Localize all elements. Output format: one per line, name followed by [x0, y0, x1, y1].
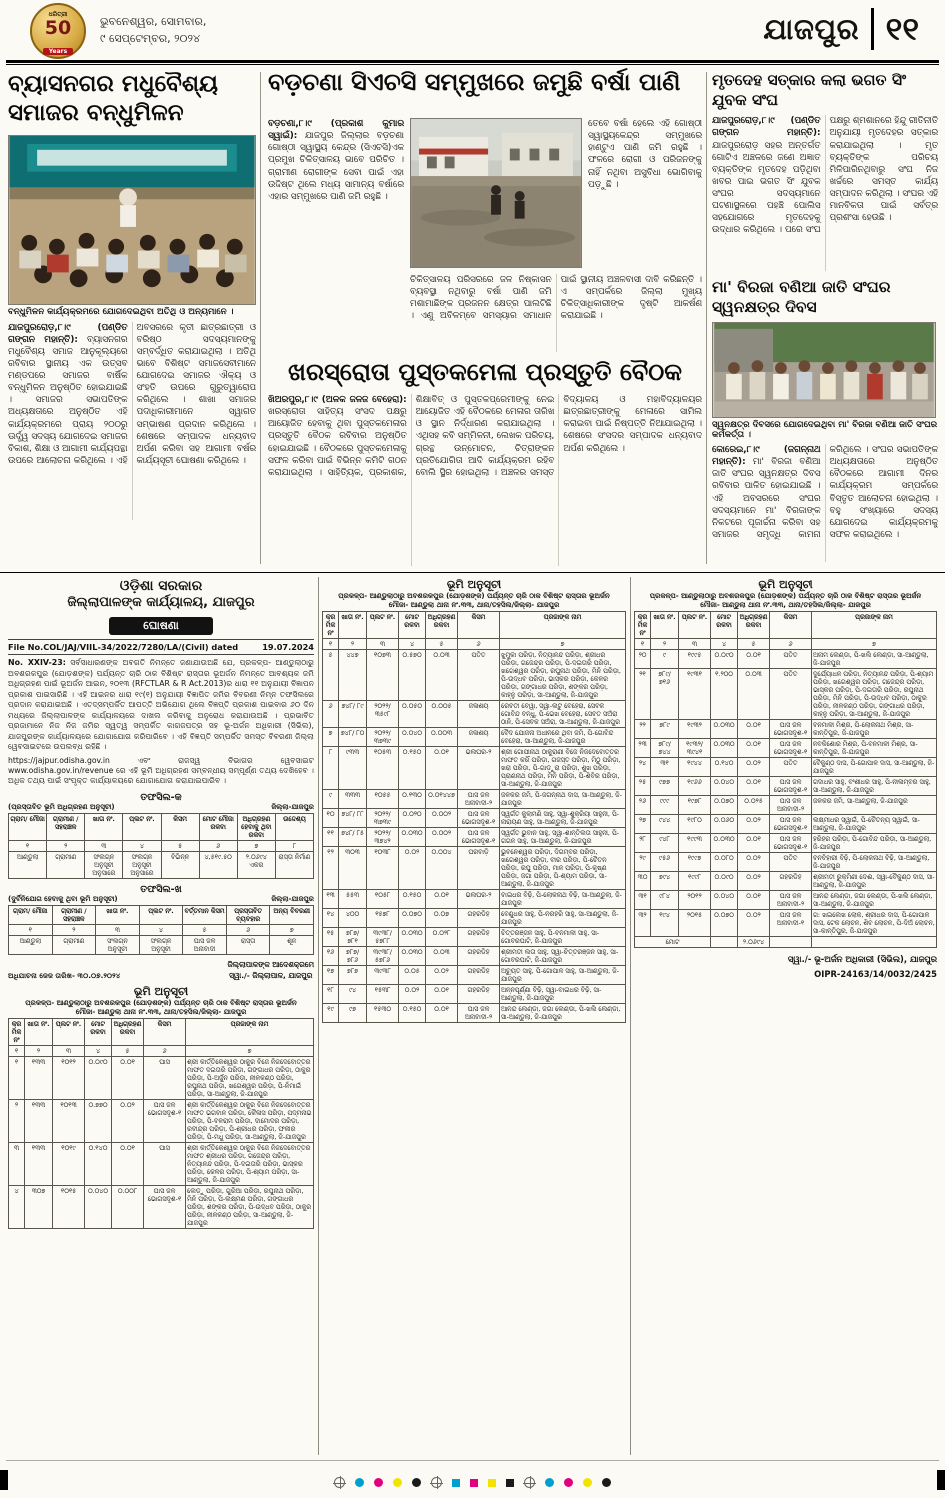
column-header: ଅଧିଗ୍ରହଣ ରକବା: [426, 612, 458, 639]
column-header: ଖାତା ନଂ.: [339, 612, 367, 639]
article-body: ଯାଜପୁରରୋଡ଼,୮।୯ (ପଣ୍ଡିତ ଗଙ୍ଗନ ମହାନ୍ତି): ବ୍ୟାସନଗର ମଧୁବୈଶ୍ୟ ସମାଜ ଆନୁକୂଲ୍ୟରେ ରବିବାର ସ୍ଥାନୀୟ ଏକ ଉତ୍ସବ ମଣ୍ଡପରେ ସମାଜର ବାର୍ଷିକ ବନ୍ଧୁମିଳନ ଅନୁଷ୍ଠିତ ହୋଇଯାଇଛି । ସମାଜର ସଭାପତିଙ୍କ ଅଧ୍ୟକ୍ଷତାରେ ଅନୁଷ୍ଠିତ ଏହି କାର୍ଯ୍ୟକ୍ରମରେ ପ୍ରାୟ ୨୦୦ରୁ ଊର୍ଦ୍ଧ୍ୱ ସଦସ୍ୟ ଯୋଗଦେଇ ସମାଜର ବିକାଶ, ଶିକ୍ଷା ଓ ଆଗାମୀ କାର୍ଯ୍ୟପନ୍ଥା ଉପରେ ଆଲୋଚନା କରିଥିଲେ । ଏହି ଅବସରରେ କୃତୀ ଛାତ୍ରଛାତ୍ରୀ ଓ ବରିଷ୍ଠ ସଦସ୍ୟମାନଙ୍କୁ ସମ୍ବର୍ଦ୍ଧିତ କରାଯାଇଥିଲା । ଅତିଥି ଭାବେ ବିଶିଷ୍ଟ ସମାଜସେବୀମାନେ ଯୋଗଦେଇ ସମାଜର ଐକ୍ୟ ଓ ସଂହତି ଉପରେ ଗୁରୁତ୍ୱାରୋପ କରିଥିଲେ । ଶାଖା ସମାଜର ପଦାଧିକାରୀମାନେ ସ୍ୱାଗତ ସମ୍ଭାଷଣ ପ୍ରଦାନ କରିଥିଲେ । ଶେଷରେ ସମ୍ପାଦକ ଧନ୍ୟବାଦ ଅର୍ପଣ କରିବା ସହ ଆଗାମୀ ବର୍ଷର କାର୍ଯ୍ୟସୂଚୀ ଘୋଷଣା କରିଥିଲେ ।: [8, 322, 256, 466]
column-header: ପ୍ଲଟ ନଂ.: [679, 612, 711, 639]
land-schedule-title: ଭୂମି ଅନୁସୂଚୀ: [446, 578, 502, 591]
land-schedule-table-left: [8, 1018, 314, 1229]
article-dateline: ଖିଅରପୁର,୮।୯ (ଅଳକ ଜଳଜ ବେହେରା):: [268, 395, 407, 405]
land-record-row: ୧୯ ୯୭ ୧୫୩୦ ୦.୧୫୦ ୦.୦୧ ଘାସ ଜଳ ଅନାବାଦୀ-୨ ଆନନ୍ଦ ଲେଣ୍ଡା, ଜଗା ଲେଣ୍ଡା, ପି-ଖଲି ଲେଣ୍ଡା, ସା-ଆଣ୍ଡୁଲା, ଜି-ଯାଜପୁର: [323, 1004, 626, 1023]
tafasil-ka-table: [8, 813, 314, 879]
land-record-row: ୨୬ ୯୯୯ ୧୯୭୮ ୦.୦୭୦ ୦.୦୨୫ ଘାସ ଜଳ ଅନାବାଦୀ-୨ ଜଳକର ଜମି, ସା-ଆଣ୍ଡୁଲା, ଜି-ଯାଜପୁର: [635, 796, 937, 815]
logo-paper-name: ଧରିତ୍ରୀ: [48, 11, 68, 18]
article-body-bookfair: ଖିଅରପୁର,୮।୯ (ଅଳକ ଜଳଜ ବେହେରା): ଖରସ୍ରୋତା ସାହିତ୍ୟ ସଂସଦ ପକ୍ଷରୁ ଆୟୋଜିତ ହେବାକୁ ଥିବା ପୁସ୍ତକମେଳାର ପ୍ରସ୍ତୁତି ବୈଠକ ରବିବାର ଅନୁଷ୍ଠିତ ହୋଇଯାଇଛି । ବୈଠକରେ ପୁସ୍ତକମେଳାକୁ ସଫଳ କରିବା ପାଇଁ ବିଭିନ୍ନ କମିଟି ଗଠନ କରାଯାଇଥିଲା । ସାହିତ୍ୟିକ, ପ୍ରକାଶକ, ଶିକ୍ଷାବିତ୍ ଓ ପୁସ୍ତକପ୍ରେମୀଙ୍କୁ ନେଇ ଆୟୋଜିତ ଏହି ବୈଠକରେ ମେଳାର ତାରିଖ ଓ ସ୍ଥାନ ନିର୍ଦ୍ଧାରଣ କରାଯାଇଥିଲା । ଏଥିସହ କବି ସମ୍ମିଳନୀ, ଲେଖକ ପରିଚୟ, ଗ୍ରନ୍ଥ ଉନ୍ମୋଚନ, ଚିତ୍ରାଙ୍କନ ପ୍ରତିଯୋଗିତା ଆଦି କାର୍ଯ୍ୟକ୍ରମ ରହିବ ବୋଲି ସ୍ଥିର ହୋଇଥିଲା । ଅଞ୍ଚଳର ସମସ୍ତ ବିଦ୍ୟାଳୟ ଓ ମହାବିଦ୍ୟାଳୟର ଛାତ୍ରଛାତ୍ରୀଙ୍କୁ ମେଳାରେ ସାମିଲ କରାଇବା ପାଇଁ ନିଷ୍ପତ୍ତି ନିଆଯାଇଥିଲା । ଶେଷରେ ସଂସଦର ସମ୍ପାଦକ ଧନ୍ୟବାଦ ଅର୍ପଣ କରିଥିଲେ ।: [268, 395, 702, 478]
registration-mark-icon: [431, 1477, 442, 1488]
column-header: କିସମ: [770, 612, 812, 639]
land-record-row: ୨୦ ୯ ୧୯୯୫ ୦.୦୯୦ ୦.୦୧ ପତିତ ଅନାମ ଲେଣ୍ଡା, ପି-ଖଲି ଲେଣ୍ଡା, ସା-ଆଣ୍ଡୁଲା, ଜି-ଯାଜପୁର: [635, 650, 937, 669]
office-title: ଜିଲ୍ଲାପାଳଙ୍କ କାର୍ଯ୍ୟାଳୟ, ଯାଜପୁର: [67, 595, 255, 610]
column-number: ୩: [679, 639, 711, 650]
cyan-dot-icon: [545, 1478, 554, 1487]
column-header: କିସମ: [144, 1019, 186, 1046]
land-record-row: ୧୦ ୭୪୮/ ୮୮ ୨୦୨୨/ ୩୭୩୯ ୦.୦୨୦ ୦.୦୦୨ ଘାସ ଜଳ ଭୋଗସଦୃଶ-୧ ସ୍ୱର୍ଗତ କୁଲାମଣି ସାହୁ, ସ୍ୱା-ଶୁକ୍ରିୟା ସାହୁନୀ, ପି-ନାରାୟଣ ସାହୁ, ସା-ଆଣ୍ଡୁଲା, ଜି-ଯାଜପୁର: [323, 809, 626, 828]
land-record-row: ୭ ୭୪୮/ ୮୦ ୨୦୨୨/ ୩୭୩୯ ୦.୦୪୦ ୦.୦୦୩ ଜଳାଶୟ ବୈଦ ଯୋଜନା ଅଧୀନରେ ଥିବା ଜମି, ପି-ଗୋବିନ୍ଦ ବେହେରା, ସା-ଆଣ୍ଡୁଲା, ଜି-ଯାଜପୁର: [323, 728, 626, 747]
article-body: ଯାଜପୁରରୋଡ଼,୮।୯ (ପଣ୍ଡିତ ଗଙ୍ଗନ ମହାନ୍ତି): ଯାଜପୁରରୋଡ଼ ସହର ଅନ୍ତର୍ଗତ ଗୋଟିଏ ଅଞ୍ଚଳରେ ଜଣେ ଅଜ୍ଞାତ ବ୍ୟକ୍ତିଙ୍କ ମୃତଦେହ ପଡ଼ିଥିବା ଖବର ପାଇ ଭଗତ ସିଂ ଯୁବକ ସଂଘର ସଦସ୍ୟମାନେ ଘଟଣାସ୍ଥଳରେ ପହଞ୍ଚି ପୋଲିସ ସହଯୋଗରେ ମୃତଦେହକୁ ଉଦ୍ଧାର କରିଥିଲେ । ପରେ ସଂଘ ପକ୍ଷରୁ ଶ୍ମଶାନରେ ହିନ୍ଦୁ ରୀତିନୀତି ଅନୁଯାୟୀ ମୃତଦେହର ସତ୍କାର କରାଯାଇଥିଲା । ମୃତ ବ୍ୟକ୍ତିଙ୍କ ପରିଚୟ ମିଳିପାରିନଥିବାରୁ ସଂଘ ନିଜ ଖର୍ଚ୍ଚରେ ସମସ୍ତ କାର୍ଯ୍ୟ ସମ୍ପାଦନ କରିଥିଲା । ସଂଘର ଏହି ମାନବିକତା ପାଇଁ ସର୍ବତ୍ର ପ୍ରଶଂସା ହେଉଛି ।: [712, 116, 938, 236]
column-header: ଅଧିଗ୍ରହଣ ରକବା: [738, 612, 770, 639]
table-header-row: [635, 612, 937, 639]
article-headline: ମୃତଦେହ ସତ୍କାର କଲା ଭଗତ ସିଂ ଯୁବକ ସଂଘ: [712, 71, 907, 110]
land-record-row: ୧୪ ୪୦୦ ୧୫୭୮ ୦.୦୭୦ ୦.୦୭ ଗହରଡିହ ବେଣୁଧର ସାହୁ, ପି-ନରହରି ସାହୁ, ସା-ଆଣ୍ଡୁଲା, ଜି-ଯାଜପୁର: [323, 909, 626, 928]
column-header: ଗ୍ରାମୀଣ /ସହରାଞ୍ଚଳ: [52, 905, 96, 924]
notice-paragraph-urls: https://jajpur.odisha.gov.in ଏବଂ ରାଜସ୍ୱ ବିଭାଗର ୱେବସାଇଟ www.odisha.gov.in/revenue ରେ ଏହି ଭୂମି ଅଧିଗ୍ରହଣ ସମ୍ବନ୍ଧୀୟ ସମ୍ପୂର୍ଣ୍ଣ ତଥ୍ୟ ଦେଖିହେବ । ଅଧିକ ତଥ୍ୟ ପାଇଁ ସଂପୃକ୍ତ କାର୍ଯ୍ୟାଳୟରେ ଯୋଗାଯୋଗ କରାଯାଇପାରିବ ।: [8, 755, 314, 786]
column-header: କିସମ: [458, 612, 500, 639]
article-headline-biraja: ମା' ବିରଜା ବଣିଆ ଜାତି ସଂଘର ସ୍ୱନକ୍ଷତ୍ର ଦିବସ: [712, 278, 891, 317]
column-number: ୨: [47, 840, 85, 851]
land-record-row: ୧୬ ୭୮୭/ ୭୮୬ ୩୯୩୮/ ୫୭୮୬ ୦.୦୩୦ ୦.୦୩ ଗହରଡିହ ଶ୍ରୀମତୀ ଲତା ସାହୁ, ସ୍ୱା-ଚିତ୍ତରଞ୍ଜନ ସାହୁ, ସା-ଗୋବରଘାଟି, ଜି-ଯାଜପୁର: [323, 947, 626, 966]
column-header: ମୋଟ ମୌଜା ରକବା: [199, 813, 237, 840]
yellow-dot-icon: [583, 1478, 592, 1487]
column-header: କ୍ରମିକ ନଂ: [323, 612, 339, 639]
column-number-row: [9, 924, 314, 935]
column-header: ମୋଟ ରକବା: [711, 612, 738, 639]
land-record-row: ୨୫ ୯୭୭ ୧୯୬୬ ୦.୦୪୦ ୦.୦୧ ଘାସ ଜଳ ଭୋଗସଦୃଶ-୧ ଗଦାଧର ସାହୁ, ବଂଶୀଧର ସାହୁ, ପି-ନୀଳାମ୍ବର ସାହୁ, ସା-ଆଣ୍ଡୁଲା, ଜି-ଯାଜପୁର: [635, 777, 937, 796]
column-header: କିସମ: [161, 813, 199, 840]
land-record-row: ୮ ୯୩୩ ୧୦୫୩ ୦.୧୫୦ ୦.୦୧ ଭଲଘର-୨ ଶ୍ରୀ ଗୋପୀନାଥ ଠାକୁରାଣୀ ବିଜେ ନିଜଦେବୋତ୍ତର ମାଫତ କରିଁ ପରିଡ଼ା, ଗଜସ୍ତ ପରିଡ଼ା, ମିଠୁ ପରିଡ଼ା, ଖରା ପରିଡ଼ା, ପି-ଗାଡ଼ୁରା ପରିଡ଼ା, ଶୁଖ ପରିଡ଼ା, ପ୍ରାଣନାଥ ପରିଡ଼ା, ମିନି ପରିଡ଼ା, ପି-ଶିବିର ପରିଡ଼ା, ସା-ଆଣ୍ଡୁଲା, ଜି-ଯାଜପୁର: [323, 747, 626, 790]
photo-caption: ବନ୍ଧୁମିଳନ କାର୍ଯ୍ୟକ୍ରମରେ ଯୋଗଦେଇଥିବା ଅତିଥି ଓ ଅନ୍ୟମାନେ ।: [8, 306, 234, 317]
notice-ref-no: No. XXIV-23:: [8, 658, 66, 667]
column-number: ୫: [161, 840, 199, 851]
column-number: ୩: [367, 639, 399, 650]
column-header: ଅଧିଗ୍ରହଣ ହେବାକୁ ଥିବା ରକବା: [237, 813, 275, 840]
column-number: ୬: [770, 639, 812, 650]
column-number-row: [9, 1046, 314, 1057]
column-number: ୨: [25, 1046, 53, 1057]
column-number: ୭: [270, 924, 314, 935]
land-record-row: ୩୦ ୭୯୪ ୧୯୯୮ ୦.୦୯୦ ୦.୦୨ ଗହରଡିହ ଶ୍ରୀମତୀ ରୁକ୍ମିଣୀ ଦେଈ, ସ୍ୱା-ବୈକୁଣ୍ଠ ଦାସ, ସା-ଆଣ୍ଡୁଲା, ଜି-ଯାଜପୁର: [635, 872, 937, 891]
column-header: ପ୍ଲଟ ନଂ.: [53, 1019, 85, 1046]
photo-caption: ସ୍ୱନକ୍ଷତ୍ର ଦିବସରେ ଯୋଗଦେଇଥିବା ମା' ବିରଜା ବଣିଆ ଜାତି ସଂଘର କର୍ମକର୍ତ୍ତା ।: [712, 419, 938, 441]
land-record-row: ୧୭ ୭୮୭ ୩୯୩୮ ୦.୦୫ ୦.୦୨ ଗହରଡିହ ଅଚ୍ୟୁତ ସାହୁ, ପି-ଗୋପାଳ ସାହୁ, ସା-ଆଣ୍ଡୁଲା, ଜି-ଯାଜପୁର: [323, 966, 626, 985]
black-dot-icon: [412, 1478, 421, 1487]
column-header: ପ୍ରସ୍ତାବିତ ବ୍ୟବହାର: [226, 905, 270, 924]
tafasil-kha-title: ତଫସିଲ-ଖ: [140, 883, 182, 895]
column-number: ୧: [9, 1046, 25, 1057]
land-schedule-table-middle: [322, 611, 626, 1023]
land-officer-signature: ସ୍ୱା./- ଭୂ-ଅର୍ଜନ ଅଧିକାରୀ (ସିଭିଲ), ଯାଜପୁର: [787, 954, 937, 965]
land-record-row: ୨୭ ୯୪୪ ୧୯୮୦ ୦.୦୬୦ ୦.୦୨ ଘାସ ଜଳ ଭୋଗସଦୃଶ-୧ ଲକ୍ଷ୍ମୀଧର ସ୍ୱାଇଁ, ପି-ଚୈତନ୍ୟ ସ୍ୱାଇଁ, ସା-ଆଣ୍ଡୁଲା, ଜି-ଯାଜପୁର: [635, 815, 937, 834]
file-number: File No.COL/JAJ/VIIL-34/2022/7280/LA/(Civil) dated: [8, 642, 239, 652]
cyan-dot-icon: [355, 1478, 364, 1487]
column-number: ୪: [85, 1046, 112, 1057]
column-number-row: [635, 639, 937, 650]
file-number-row: [8, 639, 314, 655]
table-header-row: [9, 1019, 314, 1046]
magenta-dot-icon: [374, 1478, 383, 1487]
column-header: ଖାତା ନଂ.: [651, 612, 679, 639]
tafasil-ka-subrow: [8, 803, 314, 812]
column-rule: [706, 72, 707, 564]
mouza-line: ମୌଜା- ଆଣ୍ଡୁଲା ଥାନା ନଂ.୩୩, ଥାନା/ତହସିଲ/ଜିଲ୍ଲା- ଯାଜପୁର: [388, 601, 560, 610]
column-header: ପ୍ଲଟ ନଂ.: [123, 813, 161, 840]
land-record-row: ୩୧ ୯୮୪ ୨୦୧୨ ୦.୦୪୦ ୦.୦୧ ଘାସ ଜଳ ଅନାବାଦୀ-୨ ଆନନ୍ଦ ଲେଣ୍ଡା, ଜଗା ଲେଣ୍ଡା, ପି-ଖଲି ଲେଣ୍ଡା, ସା-ଆଣ୍ଡୁଲା, ଜି-ଯାଜପୁର: [635, 891, 937, 910]
land-record-row: ୧୮ ୯୪ ୧୫୩୮ ୦.୦୨ ୦.୦୧ ଗହରଡିହ ଅନ୍ନପୂର୍ଣ୍ଣା ବିଢ଼ି, ସ୍ୱା-ବାଇଧର ବିଢ଼ି, ସା-ଆଣ୍ଡୁଲା, ଜି-ଯାଜପୁର: [323, 985, 626, 1004]
land-record-row: ୨୯ ୯୫୬ ୧୯୯୭ ୦.୦୮୦ ୦.୦୨ ପତିତ ବନବିହାରୀ ବିଢ଼ି, ପି-ଲୋକନାଥ ବିଢ଼ି, ସା-ଆଣ୍ଡୁଲା, ଜି-ଯାଜପୁର: [635, 853, 937, 872]
article-dateline: ଯାଜପୁରରୋଡ଼,୮।୯ (ପଣ୍ଡିତ ଗଙ୍ଗନ ମହାନ୍ତି):: [712, 116, 821, 139]
column-number-row: [323, 639, 626, 650]
land-record-row: ୧୩ ୫୫୩ ୧୦୫୮ ୦.୧୫୦ ୦.୦୧ ଭଲଘର-୨ ବାଇଧର ବିଢ଼ି, ପି-ଲୋକନାଥ ବିଢ଼ି, ସା-ଆଣ୍ଡୁଲା, ଜି-ଯାଜପୁର: [323, 890, 626, 909]
column-header: ଗ୍ରାମ/ ମୌଜା: [9, 905, 53, 924]
registration-mark-icon: [334, 1477, 345, 1488]
tafasil-ka-title: ତଫସିଲ-କ: [140, 791, 182, 803]
column-header: ଖାତା ନଂ.: [96, 905, 140, 924]
land-record-row: ୨ ୧୩୩ ୧୦୧୩ ୦.୭୭୦ ୦.୦୨ ଘାସ ଜଳ ଭୋଗସଦୃଶ-୧ ଶ୍ରୀ କାର୍ତ୍ତିକେଶ୍ୱର ଠାକୁର ବିଜେ ନିଜଦେବୋତ୍ତର ମାଫତ ଭଗବାନ ପରିଡ଼ା, କୈଳାସ ପରିଡ଼ା, ପଦ୍ମନାଭ ପରିଡ଼ା, ପି-ବଳରାମ ପରିଡ଼ା, ଦାମୋଦର ପରିଡ଼ା, ରବୀନ୍ଦ୍ର ପରିଡ଼ା, ପି-ଶ୍ରୀଧର ପରିଡ଼ା, ଫକୀର ପରିଡ଼ା, ପି-ମଧୁ ପରିଡ଼ା, ସା-ଆଣ୍ଡୁଲା, ଜି-ଯାଜପୁର: [9, 1100, 314, 1143]
approval-date-line: ଅଧିଯାଚନା ଜେଜ ତାରିଖ- ୩୦.୦୭.୨୦୨୪: [8, 971, 121, 981]
column-number: ୩: [85, 840, 123, 851]
article-bandhumilana: [8, 70, 256, 520]
table-header-row: [323, 612, 626, 639]
meeting-photo: [8, 135, 256, 305]
column-rule: [630, 577, 631, 1455]
total-value: ୨.୦୬୯୪: [738, 937, 770, 948]
page-number: ୧୧: [885, 9, 919, 48]
approval-row: [8, 959, 314, 981]
land-schedule-title: ଭୂମି ଅନୁସୂଚୀ: [133, 985, 189, 999]
tafasil-kha-subrow: [8, 895, 314, 904]
oipr-code: OIPR-24163/14/0032/2425: [814, 969, 937, 980]
tafasil-kha-district: ଜିଲ୍ଲା-ଯାଜପୁର: [271, 894, 314, 903]
article-body-right: ତେବେ ବର୍ଷା ହେଲେ ଏହି ଗୋଷ୍ଠୀ ସ୍ୱାସ୍ଥ୍ୟକେନ୍ଦ୍ର ସମ୍ମୁଖରେ ହାଣ୍ଟୁଏ ପାଣି ଜମି ରହୁଛି । ଫଳରେ ରୋଗୀ ଓ ପରିଜନଙ୍କୁ ନାହିଁ ନଥିବା ଅସୁବିଧା ଭୋଗିବାକୁ ପଡ଼ୁଛି ।: [588, 119, 702, 190]
tafasil-kha-table: [8, 905, 314, 955]
land-record-row: ୩୨ ୧୯୪ ୨୦୧୫ ୦.୦୭୦ ୦.୦୨ ଘାସ ଜଳ ଅନାବାଦୀ-୧ ଗ: ଖଇଲେଖ ଲୋକ, ଶ୍ରୀଧର ଦାସ, ପି-ଗୋପାଳ ଦାସ, ଟେକ ଲୋଚନ, ଶିବ ଲୋଚନ, ପି-ଦିଅଁ ଲୋଚନ, ସା-କାନ୍ତିପୁର, ଜି-ଯାଜପୁର: [635, 910, 937, 937]
column-header: ପ୍ରଜାଙ୍କ ନାମ: [812, 612, 937, 639]
article-dateline: ଯାଜପୁରରୋଡ଼,୮।୯ (ପଣ୍ଡିତ ଗଙ୍ଗନ ମହାନ୍ତି):: [8, 322, 128, 345]
crop-bar-right: [937, 1470, 945, 1490]
announcement-ribbon: ଘୋଷଣା: [109, 617, 213, 635]
group-photo: [712, 322, 936, 418]
table-header-row: [9, 813, 314, 840]
column-number: ୪: [139, 924, 183, 935]
land-record-row: ୨୨ ୭୮୯ ୧୯୩୨ ୦.୦୩୦ ୦.୦୧ ଘାସ ଜଳ ଭୋଗସଦୃଶ-୧ ବନମାଳୀ ମିଶ୍ର, ପି-ଲୋକନାଥ ମିଶ୍ର, ସା-କାନ୍ତିପୁର, ଜି-ଯାଜପୁର: [635, 720, 937, 739]
article-body-left: ବଡ଼ଚଣା,୮।୯ (ପ୍ରକାଶ କୁମାର ସ୍ୱାଇଁ): ଯାଜପୁର ଜିଲ୍ଲାର ବଡ଼ଚଣା ଗୋଷ୍ଠୀ ସ୍ୱାସ୍ଥ୍ୟ କେନ୍ଦ୍ର (ସିଏଚସି)ଏକ ପ୍ରମୁଖ ଚିକିତ୍ସାଳୟ ଭାବେ ପରିଚିତ । ଗ୍ରାମୀଣ ରୋଗୀଙ୍କ ସେବା ପାଇଁ ଏହା ଉଦ୍ଦିଷ୍ଟ ଥିଲେ ମଧ୍ୟ ସାମାନ୍ୟ ବର୍ଷାରେ ଏହାର ସମ୍ମୁଖରେ ପାଣି ଜମି ରହୁଛି ।: [268, 119, 404, 202]
print-footer: [0, 1460, 945, 1498]
logo-years: 50: [44, 17, 72, 39]
column-number: ୭: [237, 840, 275, 851]
print-registration-marks: [0, 1477, 945, 1488]
flood-photo: [410, 118, 582, 268]
crop-bar-left: [0, 1470, 8, 1490]
yellow-square-icon: [488, 1479, 496, 1487]
file-date: 19.07.2024: [262, 642, 314, 652]
column-header: ଅନ୍ୟ ବିବରଣୀ: [270, 905, 314, 924]
edition-divider: [871, 8, 874, 50]
land-record-row: ୬ ୭୪୮/ ୮୯ ୨୦୨୨/ ୩୫୯୮ ୦.୦୫୦ ୦.୦୦୫ ଜଳାଶୟ ରେବତୀ ବେୱା, ସ୍ୱା-ଲଟୁ ବେହେରା, ସେବକ ଗୋବିନ୍ଦ ବନ୍ଧୁ, ପି-ଭେଖ ବେହେରା, ସେବତ ସଅଁରା ଠାନି, ପି-ସେବକ ସଅଁରା, ସା-ଆଣ୍ଡୁଲା, ଜି-ଯାଜପୁର: [323, 701, 626, 728]
land-record-row: ୨୪ ୩୧ ୧୯୪୪ ୦.୧୪୦ ୦.୦୨ ପତିତ ବୈକୁଣ୍ଠ ଦାସ, ପି-ଗୋପାଳ ଦାସ, ସା-ଆଣ୍ଡୁଲା, ଜି-ଯାଜପୁର: [635, 758, 937, 777]
land-record-row: ୧୨ ୩୦୩ ୧୦୩୮ ୦.୦୨ ୦.୦୦୪ ଘରବାଡ଼ି ଭୁବନେଶ୍ୱର ପରିଡ଼ା, ଦିଗମ୍ବର ପରିଡ଼ା, ଖଗେଶ୍ୱର ପରିଡ଼ା, ବୀର ପରିଡ଼ା, ପି-ଚୈତନ ପରିଡ଼ା, ରଘୁ ପରିଡ଼ା, ମାନ ପରିଡ଼ା, ପି-କୃଷ୍ଣ ପରିଡ଼ା, ଜଗା ପରିଡ଼ା, ପି-ଶ୍ୟାମ ପରିଡ଼ା, ସା-ଆଣ୍ଡୁଲା, ଜି-ଯାଜପୁର: [323, 847, 626, 890]
table-row: ଆଣ୍ଡୁଲା ଗ୍ରାମୀଣ ସଂଲଗ୍ନ ଅନୁସୂଚୀ ସଂଲଗ୍ନ ଅନୁସୂଚୀ ଘାସ ଜଳ ଅନାବାଦୀ ରାସ୍ତା ଶୂନ: [9, 935, 314, 954]
article-body-bottom: ଚିକିତ୍ସାଳୟ ପରିସରରେ ଜଳ ନିଷ୍କାସନ ବ୍ୟବସ୍ଥା ନଥିବାରୁ ବର୍ଷା ପାଣି ଜମି ମଶାମାଛିଙ୍କ ପ୍ରଜନନ କ୍ଷେତ୍ର ପାଲଟିଛି । ଏଣୁ ଅବିଳମ୍ବେ ସମସ୍ୟାର ସମାଧାନ ପାଇଁ ସ୍ଥାନୀୟ ଅଞ୍ଚଳବାସୀ ଦାବି କରିଛନ୍ତି । ଏ ସମ୍ପର୍କରେ ଜିଲ୍ଲା ମୁଖ୍ୟ ଚିକିତ୍ସାଧିକାରୀଙ୍କ ଦୃଷ୍ଟି ଆକର୍ଷଣ କରାଯାଇଛି ।: [410, 275, 702, 322]
edition-block: [763, 8, 919, 50]
column-number: ୭: [812, 639, 937, 650]
black-square-icon: [506, 1479, 514, 1487]
column-header: ଗ୍ରାମୀଣ /ସହରାଞ୍ଚଳ: [47, 813, 85, 840]
column-header: ଅଧିଗ୍ରହଣ ରକବା: [112, 1019, 144, 1046]
column-number: ୪: [399, 639, 426, 650]
article-body: କୋରେଇ,୮।୯ (ଜଗନ୍ନାଥ ମହାନ୍ତି): ମା' ବିରଜା ବଣିଆ ଜାତି ସଂଘର ସ୍ୱନକ୍ଷତ୍ର ଦିବସ ରବିବାର ପାଳିତ ହୋଇଯାଇଛି । ଏହି ଅବସରରେ ସଂଘର ସଦସ୍ୟମାନେ ମା' ବିରଜାଙ୍କ ନିକଟରେ ପୂଜାର୍ଚ୍ଚନା କରିବା ସହ ସମାଜର ସମୃଦ୍ଧି କାମନା କରିଥିଲେ । ସଂଘର ସଭାପତିଙ୍କ ଅଧ୍ୟକ୍ଷତାରେ ଅନୁଷ୍ଠିତ ବୈଠକରେ ଆଗାମୀ ଦିନର କାର୍ଯ୍ୟକ୍ରମ ସମ୍ପର୍କରେ ବିସ୍ତୃତ ଆଲୋଚନା ହୋଇଥିଲା । ବହୁ ସଂଖ୍ୟାରେ ସଦସ୍ୟ ଯୋଗଦେଇ କାର୍ଯ୍ୟକ୍ରମକୁ ସଫଳ କରାଇଥିଲେ ।: [712, 445, 938, 540]
column-number: ୪: [123, 840, 161, 851]
column-number: ୩: [53, 1046, 85, 1057]
land-record-row: ୩ ୧୩୩ ୧୦୧୯ ୦.୧୪୦ ୦.୦୧ ଘାସ ଶ୍ରୀ କାର୍ତ୍ତିକେଶ୍ୱର ଠାକୁର ବିଜେ ନିଜଦେବୋତ୍ତର ମାଫତ ଶ୍ରୀଧର ପରିଡ଼ା, ଗଜେନ୍ଦ୍ର ପରିଡ଼ା, ନିତ୍ୟାନନ୍ଦ ପରିଡ଼ା, ପି-ଦଇତାରି ପରିଡ଼ା, ଭାସ୍କର ପରିଡ଼ା, କେଳର ପରିଡ଼ା, ପି-ଶ୍ୟାମ ପରିଡ଼ା, ସା-ଆଣ୍ଡୁଲା, ଜି-ଯାଜପୁର: [9, 1143, 314, 1186]
article-youth-club: [712, 70, 938, 562]
masthead-dateline: ଭୁବନେଶ୍ୱର, ସୋମବାର, ୯ ସେପ୍ଟେମ୍ବର, ୨୦୨୪: [100, 15, 207, 45]
notice-paragraph: No. XXIV-23: ସର୍ବସାଧାରଣଙ୍କ ଅବଗତି ନିମନ୍ତେ ଜଣାଯାଉଅଛି ଯେ, ପ୍ରକଳ୍ପ- ଆଣ୍ଡୁଲାଠାରୁ ଅବଶରକପୁର (ଯୋଡ଼ଶଙ୍କ) ପର୍ଯ୍ୟନ୍ତ ଚାରି ଠାକ ବିଶିଷ୍ଟ ରାସ୍ତାର ଭୂଅର୍ଜନ ନିମନ୍ତେ ଆବଶ୍ୟକ ଜମି ଅଧିଗ୍ରହଣ ପାଇଁ ଭୂଅର୍ଜନ ଆଇନ, ୨୦୧୩ (RFCTLAR & R Act.2013)ର ଧାରା ୧୧ ଅନୁଯାୟୀ ବିଜ୍ଞାପନ ପ୍ରକାଶ ପାଇସାରିଛି । ଏହି ଆଇନର ଧାରା ୧୯(୧) ଅନୁଯାୟୀ ବିଜ୍ଞାପିତ ଜମିର ବିବରଣୀ ନିମ୍ନ ତଫସିଲରେ ପ୍ରଦାନ କରାଯାଇଅଛି । ଏତଦ୍‌ସମ୍ପର୍କିତ ଆପତ୍ତି ଅଭିଯୋଗ ଥିଲେ ବିଜ୍ଞପ୍ତି ପ୍ରକାଶ ପାଇବାର ୬୦ ଦିନ ମଧ୍ୟରେ ଜିଲ୍ଲାପାଳଙ୍କ କାର୍ଯ୍ୟାଳୟରେ ଦାଖଲ କରିବାକୁ ଅନୁରୋଧ କରାଯାଉଅଛି । ପ୍ରଭାବିତ ପ୍ରଜାମାନେ ନିଜ ନିଜ ଜମିର ସ୍ୱତ୍ୱ ସମ୍ପର୍କିତ କାଗଜପତ୍ର ସହ ଭୂ-ଅର୍ଜନ ଅଧିକାରୀ (ସିଭିଲ), ଯାଜପୁରଙ୍କ କାର୍ଯ୍ୟାଳୟରେ ଯୋଗାଯୋଗ କରିପାରିବେ । ଏହି ବିଜ୍ଞପ୍ତି ସମ୍ପର୍କିତ ସମସ୍ତ ବିବରଣୀ ଜିଲ୍ଲା ୱେବସାଇଟରେ ଉପଲବ୍ଧ ରହିଛି ।: [8, 658, 314, 752]
collector-signature-block: ଜିଲ୍ଲାପାଳଙ୍କ ଆଦେଶକ୍ରମେ ସ୍ୱା./- ଜିଲ୍ଲାପାଳ, ଯାଜପୁର: [227, 959, 314, 981]
masthead-rule-thin: [6, 64, 939, 65]
column-header: ପ୍ରଜାଙ୍କ ନାମ: [500, 612, 626, 639]
magenta-square-icon: [470, 1479, 478, 1487]
land-record-row: ୨୧ ୭୮୯/ ୭୧୬ ୧୯୩୧ ୧.୨୦୦ ୦.୦୩ ପତିତ ଦୁର୍ଯ୍ୟୋଧନ ପରିଡ଼ା, ନିତ୍ୟାନନ୍ଦ ପରିଡ଼ା, ପି-ଶ୍ୟାମ ପରିଡ଼ା, ଖଗେଶ୍ୱର ପରିଡ଼ା, ଗଜେନ୍ଦ୍ର ପରିଡ଼ା, ଭାସ୍କର ପରିଡ଼ା, ପି-ଦଇତାରି ପରିଡ଼ା, ରଘୁନାଥ ପରିଡ଼ା, ମିନି ପରିଡ଼ା, ପି-ଉଦ୍ଧବ ପରିଡ଼ା, ଠାକୁର ପରିଡ଼ା, ନୀଳକଣ୍ଠ ପରିଡ଼ା, ଗଙ୍ଗାଧର ପରିଡ଼ା, କାହ୍ନୁ ପରିଡ଼ା, ସା-ଆଣ୍ଡୁଲା, ଜି-ଯାଜପୁର: [635, 669, 937, 720]
land-record-row: ୨୮ ୯୪୮ ୧୯୯୩ ୦.୦୩୦ ୦.୦୧ ଘାସ ଜଳ ଭୋଗସଦୃଶ-୧ ହରିହର ପରିଡ଼ା, ପି-ଗୋବିନ୍ଦ ପରିଡ଼ା, ସା-ଆଣ୍ଡୁଲା, ଜି-ଯାଜପୁର: [635, 834, 937, 853]
govt-notice-section: [0, 572, 945, 1460]
column-number: ୬: [226, 924, 270, 935]
column-header: ମୋଟ ରକବା: [399, 612, 426, 639]
registration-mark-icon: [524, 1477, 535, 1488]
articles-section: [0, 66, 945, 570]
article-headline-bookfair: ଖରସ୍ରୋତା ପୁସ୍ତକମେଳା ପ୍ରସ୍ତୁତି ବୈଠକ: [288, 358, 682, 386]
notice-column-3: [634, 578, 937, 1456]
column-header: କ୍ରମିକ ନଂ: [635, 612, 651, 639]
column-number: ୨: [52, 924, 96, 935]
land-schedule-title: ଭୂମି ଅନୁସୂଚୀ: [758, 578, 813, 591]
column-rule: [260, 72, 261, 564]
column-number: ୧: [9, 840, 47, 851]
column-header: ପ୍ଲଟ ନଂ.: [139, 905, 183, 924]
column-header: ଉଦ୍ଦେଶ୍ୟ: [275, 813, 313, 840]
tafasil-kha-subtitle: (ଦୁର୍ବିନିଯୋଗ ହେବାକୁ ଥିବା ଭୂମି ଅନୁସୂଚୀ): [8, 894, 118, 903]
column-header: ଖାତା ନଂ.: [85, 813, 123, 840]
column-number: ୬: [458, 639, 500, 650]
column-number: ୫: [426, 639, 458, 650]
yellow-dot-icon: [393, 1478, 402, 1487]
land-record-row: ୧୧ ୭୪୮/ ୮୫ ୨୦୨୨/ ୩୭୪୨ ୦.୦୩୦ ୦.୦୦୨ ଘାସ ଜଳ ଭୋଗସଦୃଶ-୧ ସ୍ୱର୍ଗତ ଭୁବାନ ସାହୁ, ସ୍ୱା-ଶାନ୍ତିଲତା ସାହୁନୀ, ପି-ଗଗନ ସାହୁ, ସା-ଆଣ୍ଡୁଲା, ଜି-ଯାଜପୁର: [323, 828, 626, 847]
column-number: ୪: [711, 639, 738, 650]
column-number: ୨: [651, 639, 679, 650]
article-chc-rainwater: [268, 68, 702, 568]
notice-column-1: [8, 578, 314, 1456]
mouza-line: ମୌଜା- ଆଣ୍ଡୁଲା ଥାନା ନଂ.୩୩, ଥାନା/ତହସିଲ/ଜିଲ୍ଲା- ଯାଜପୁର: [75, 1008, 247, 1017]
column-number: ୧: [323, 639, 339, 650]
notice-column-2: [322, 578, 626, 1456]
table-total-row: [635, 937, 937, 948]
column-number: ୧: [635, 639, 651, 650]
column-number: ୧: [9, 924, 53, 935]
column-number: ୨: [339, 639, 367, 650]
column-header: ଗ୍ରାମ/ ମୌଜା: [9, 813, 47, 840]
column-number: ୬: [144, 1046, 186, 1057]
gold-badge-icon: [30, 3, 86, 59]
total-label: ମୋଟ: [635, 937, 711, 948]
land-record-row: ୪ ୩୦୭ ୧୦୧୫ ୦.୦୪୦ ୦.୦୦୮ ଘାସ ଜଳ ଭୋଗସଦୃଶ-୧ ଲେଡ଼ୁ ପରିଡ଼ା, ଗୁରିଆ ପରିଡ଼ା, ରଘୁନାଥ ପରିଡ଼ା, ମିନି ପରିଡ଼ା, ପି-ଲକ୍ଷ୍ମଣ ପରିଡ଼ା, ଗଙ୍ଗାଧର ପରିଡ଼ା, ଶଙ୍କର ପରିଡ଼ା, ପି-ଉଦ୍ଧବ ପରିଡ଼ା, ଠାକୁର ପରିଡ଼ା, ନୀଳକଣ୍ଠ ପରିଡ଼ା, ସା-ଆଣ୍ଡୁଲା, ଜି-ଯାଜପୁର: [9, 1186, 314, 1229]
column-number: ୭: [186, 1046, 314, 1057]
article-dateline: ବଡ଼ଚଣା,୮।୯ (ପ୍ରକାଶ କୁମାର ସ୍ୱାଇଁ):: [268, 119, 404, 142]
column-number: ୫: [738, 639, 770, 650]
column-number: ୬: [199, 840, 237, 851]
land-schedule-table-right: [634, 611, 937, 948]
mouza-line: ମୌଜା- ଆଣ୍ଡୁଲା ଥାନା ନଂ.୩୩, ଥାନା/ତହସିଲ/ଜିଲ୍ଲା- ଯାଜପୁର: [700, 601, 871, 610]
masthead-rule: [6, 60, 939, 63]
column-header: ପ୍ଲଟ ନଂ.: [367, 612, 399, 639]
cyan-square-icon: [452, 1479, 460, 1487]
column-header: ବର୍ତ୍ତମାନ କିସମ: [183, 905, 227, 924]
column-number-row: [9, 840, 314, 851]
black-dot-icon: [602, 1478, 611, 1487]
column-number: ୩: [96, 924, 140, 935]
logo-years-label: Years: [43, 48, 73, 55]
column-number: ୮: [275, 840, 313, 851]
government-title: ଓଡ଼ିଶା ସରକାର: [119, 578, 203, 594]
table-row: ଆଣ୍ଡୁଲା ଗ୍ରାମୀଣ ସଂଲଗ୍ନ ଅନୁସୂଚୀ ଅନୁସାରେ ସଂଲଗ୍ନ ଅନୁସୂଚୀ ଅନୁସାରେ ବିଭିନ୍ନ ୪,୫୧୯.୫୦ ୨.୦୬୯୪ ଏକର ରାସ୍ତା ନିର୍ମାଣ: [9, 851, 314, 878]
magenta-dot-icon: [564, 1478, 573, 1487]
column-rule: [318, 577, 319, 1455]
column-number: ୫: [112, 1046, 144, 1057]
article-headline: ବଡ଼ଚଣା ସିଏଚସି ସମ୍ମୁଖରେ ଜମୁଛି ବର୍ଷା ପାଣି: [268, 68, 681, 96]
land-record-row: ୫ ୪୪୭ ୧୦୭୩ ୦.୫୭୦ ୦.୦୩ ପତିତ ଝୁମୁକା ପରିଡ଼ା, ନିତ୍ୟାନନ୍ଦ ପରିଡ଼ା, ଶ୍ରୀଧର ପରିଡ଼ା, ଗଜେନ୍ଦ୍ର ପରିଡ଼ା, ପି-ଦଇତାରି ପରିଡ଼ା, ଖଗେଶ୍ୱର ପରିଡ଼ା, ରଘୁନାଥ ପରିଡ଼ା, ମିନି ପରିଡ଼ା, ପି-ଉଦ୍ଧବ ପରିଡ଼ା, ଭାସ୍କର ପରିଡ଼ା, କେଳର ପରିଡ଼ା, ଗଙ୍ଗାଧର ପରିଡ଼ା, ଶଙ୍କର ପରିଡ଼ା, କାହ୍ନୁ ପରିଡ଼ା, ସା-ଆଣ୍ଡୁଲା, ଜି-ଯାଜପୁର: [323, 650, 626, 701]
column-header: ଖାତା ନଂ.: [25, 1019, 53, 1046]
land-record-row: ୯ ୩୩୩ ୧୦୫୫ ୦.୧୩୦ ୦.୦୧୪୪୭ ଘାସ ଜଳ ଅନାବାଦୀ-୨ ଜଳକର ଜମି, ପି-ଜଗନ୍ନାଥ ଦାସ, ସା-ଆଣ୍ଡୁଲା, ଜି-ଯାଜପୁର: [323, 790, 626, 809]
column-header: ମୋଟ ରକବା: [85, 1019, 112, 1046]
land-record-row: ୧ ୧୩୩ ୧୦୧୨ ୦.୦୯୦ ୦.୦୧ ଘାସ ଶ୍ରୀ କାର୍ତ୍ତିକେଶ୍ୱର ଠାକୁର ବିଜେ ନିଜଦେବୋତ୍ତର ମାଫତ ଦଇତାରି ପରିଡ଼ା, ଗଙ୍ଗାଧର ପରିଡ଼ା, ଠାକୁର ପରିଡ଼ା, ପି-ଅର୍ଜୁନ ପରିଡ଼ା, ନୀଳକଣ୍ଠ ପରିଡ଼ା, ରଘୁନାଥ ପରିଡ଼ା, ଖଗେଶ୍ୱର ପରିଡ଼ା, ପି-ନିମାଇଁ ପରିଡ଼ା, ସା-ଆଣ୍ଡୁଲା, ଜି-ଯାଜପୁର: [9, 1057, 314, 1100]
project-line: ପ୍ରକଳ୍ପ- ଆଣ୍ଡୁଲାଠାରୁ ଅବଶରକପୁର (ଯୋଡ଼ଶଙ୍କ) ପର୍ଯ୍ୟନ୍ତ ଚାରି ଠାକ ବିଶିଷ୍ଟ ରାସ୍ତାର ଭୂଅର୍ଜନ: [338, 592, 610, 600]
masthead: [0, 0, 945, 62]
column-number: ୭: [500, 639, 626, 650]
tafasil-ka-subtitle: (ପ୍ରସ୍ତାବିତ ଭୂମି ଅଧିଗ୍ରହଣ ଅନୁସୂଚୀ): [8, 802, 115, 811]
project-line: ପ୍ରକଳ୍ପ- ଆଣ୍ଡୁଲାଠାରୁ ଅବଶରକପୁର (ଯୋଡ଼ଶଙ୍କ) ପର୍ଯ୍ୟନ୍ତ ଚାରି ଠାକ ବିଶିଷ୍ଟ ରାସ୍ତାର ଭୂଅର୍ଜନ: [649, 592, 922, 600]
column-header: ପ୍ରଜାଙ୍କ ନାମ: [186, 1019, 314, 1046]
table-header-row: [9, 905, 314, 924]
article-headline: ବ୍ୟାସନଗର ମଧୁବୈଶ୍ୟ ସମାଜର ବନ୍ଧୁମିଳନ: [8, 71, 218, 127]
column-number: ୫: [183, 924, 227, 935]
tafasil-ka-district: ଜିଲ୍ଲା-ଯାଜପୁର: [271, 802, 314, 811]
project-line: ପ୍ରକଳ୍ପ- ଆଣ୍ଡୁଲାଠାରୁ ଅବଶରକପୁର (ଯୋଡ଼ଶଙ୍କ) ପର୍ଯ୍ୟନ୍ତ ଚାରି ଠାକ ବିଶିଷ୍ଟ ରାସ୍ତାର ଭୂଅର୍ଜନ: [25, 999, 297, 1008]
land-record-row: ୨୩ ୭୮୯/ ୭୪୪ ୧୯୩୨/ ୩୯୪୧ ୦.୦୩୦ ୦.୦୧ ଘାସ ଜଳ ଭୋଗସଦୃଶ-୧ ନବକିଶୋର ମିଶ୍ର, ପି-ବନମାଳୀ ମିଶ୍ର, ସା-କାନ୍ତିପୁର, ଜି-ଯାଜପୁର: [635, 739, 937, 758]
article-dateline: କୋରେଇ,୮।୯ (ଜଗନ୍ନାଥ ମହାନ୍ତି):: [712, 445, 821, 468]
land-record-row: ୧୫ ୭୮୭/ ୭୮୧ ୩୯୩୮/ ୫୭୮୮ ୦.୦୩୦ ୦.୦୨୮ ଗହରଡିହ ଚିତ୍ତରଞ୍ଜନ ସାହୁ, ପି-ବନମାଳୀ ସାହୁ, ସା-ଗୋବରଘାଟି, ଜି-ଯାଜପୁର: [323, 928, 626, 947]
edition-name: ଯାଜପୁର: [763, 11, 860, 46]
column-header: କ୍ରମିକ ନଂ: [9, 1019, 25, 1046]
anniversary-logo: [26, 3, 90, 59]
footer-rule: [6, 1460, 939, 1461]
